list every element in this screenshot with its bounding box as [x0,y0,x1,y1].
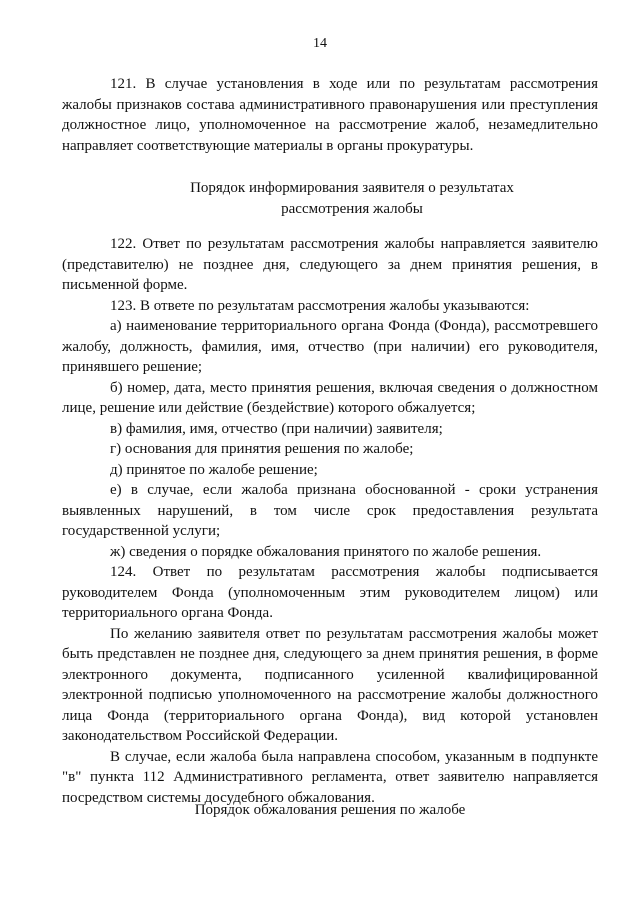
paragraph-124-appeal-system: В случае, если жалоба была направлена способом, указанным в подпункте "в" пункта 112 Административного регламента, ответ заявителю направляется посредством системы досудебного обжалования. [62,748,598,806]
paragraph-124-electronic: По желанию заявителя ответ по результатам рассмотрения жалобы может быть представлен не позднее дня, следующего за днем принятия решения, в форме электронного документа, подписанного усиленной квалифицированной электронной подписью уполномоченного на рассмотрение жалобы должностного лица Фонда (территориального органа Фонда), вид которой установлен законодательством Российской Федерации. [62,625,598,744]
paragraph-121: 121. В случае установления в ходе или по результатам рассмотрения жалобы признаков состава административного правонарушения или преступления должностное лицо, уполномоченное на рассмотрение жалоб, незамедлительно направляет соответствующие материалы в органы прокуратуры. [62,76,598,154]
paragraph-123-v: в) фамилия, имя, отчество (при наличии) заявителя; [110,420,443,437]
section-122-124 [62,234,598,808]
heading-line-1: Порядок информирования заявителя о результатах [190,180,514,196]
paragraph-123-a: а) наименование территориального органа Фонда (Фонда), рассмотревшего жалобу, должность, фамилия, имя, отчество (при наличии) его руководителя, принявшего решение; [62,318,598,375]
paragraph-123-zh: ж) сведения о порядке обжалования принятого по жалобе решения. [110,543,542,560]
page-number: 14 [313,36,327,51]
paragraph-123-e: е) в случае, если жалоба признана обоснованной - сроки устранения выявленных нарушений, в том числе срок предоставления результата государственной услуги; [62,482,598,539]
section-heading-informing [62,178,640,219]
heading-line-2: рассмотрения жалобы [281,200,423,217]
paragraph-123: 123. В ответе по результатам рассмотрения жалобы указываются: [110,297,530,314]
paragraph-123-d: д) принятое по жалобе решение; [110,461,318,478]
paragraph-124: 124. Ответ по результатам рассмотрения жалобы подписывается руководителем Фонда (уполномоченным этим руководителем лицом) или территориального органа Фонда. [62,564,598,621]
section-heading-appeal: Порядок обжалования решения по жалобе [194,802,466,818]
section-121 [62,74,598,156]
paragraph-123-g: г) основания для принятия решения по жалобе; [110,441,414,457]
paragraph-123-b: б) номер, дата, место принятия решения, включая сведения о должностном лице, решение или действие (бездействие) которого обжалуется; [62,379,598,416]
paragraph-122: 122. Ответ по результатам рассмотрения жалобы направляется заявителю (представителю) не позднее дня, следующего за днем принятия решения, в письменной форме. [62,236,598,293]
